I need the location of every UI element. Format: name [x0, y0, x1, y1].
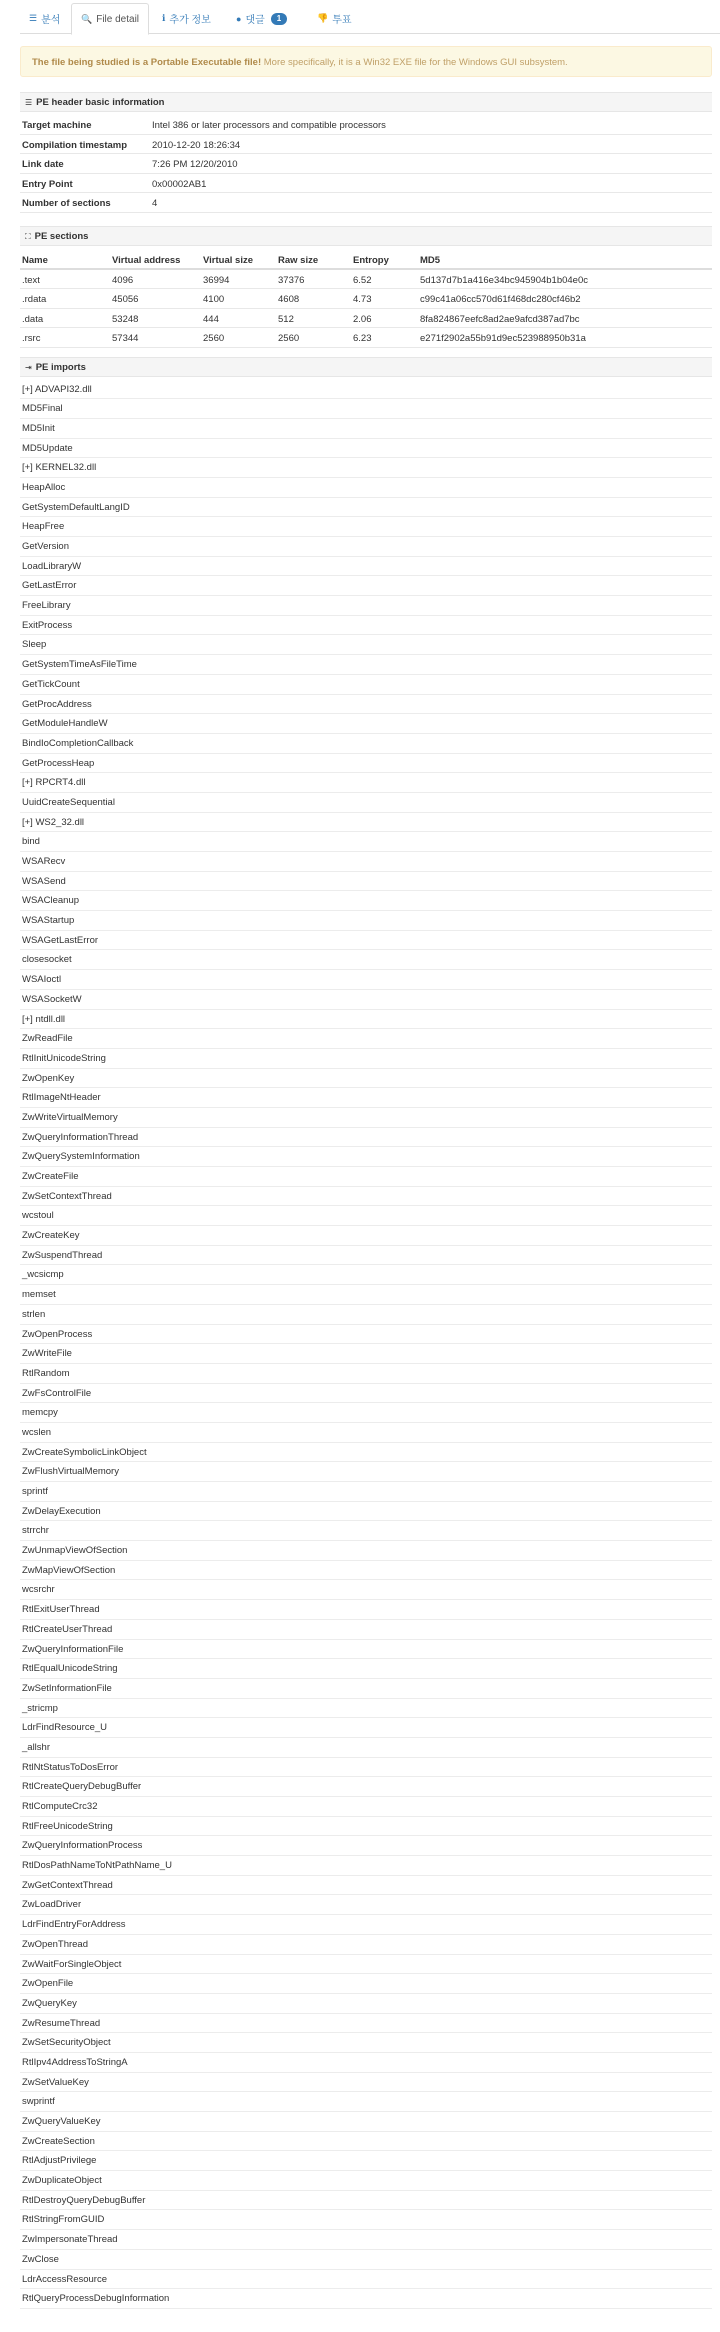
import-function: RtlStringFromGUID	[20, 2210, 712, 2230]
info-key: Number of sections	[22, 198, 111, 209]
import-function: ZwClose	[20, 2250, 712, 2270]
import-function: LdrFindResource_U	[20, 1718, 712, 1738]
list-icon: ☰	[25, 98, 33, 107]
import-function: MD5Final	[20, 399, 712, 419]
pe-imports-list	[20, 380, 712, 2309]
table-cell: c99c41a06cc570d61f468dc280cf46b2	[420, 294, 581, 306]
import-function: ZwWaitForSingleObject	[20, 1955, 712, 1975]
table-cell: 4608	[278, 294, 300, 306]
import-function: wcslen	[20, 1423, 712, 1443]
import-function: _wcsicmp	[20, 1265, 712, 1285]
alert-text: More specifically, it is a Win32 EXE file for the Windows GUI subsystem.	[261, 57, 568, 68]
import-function: ZwGetContextThread	[20, 1876, 712, 1896]
import-function: closesocket	[20, 950, 712, 970]
column-header: Virtual address	[112, 255, 181, 266]
table-cell: 5d137d7b1a416e34bc945904b1b04e0c	[420, 274, 589, 286]
import-function: strrchr	[20, 1521, 712, 1541]
table-cell: 37376	[278, 274, 305, 286]
import-function: RtlExitUserThread	[20, 1600, 712, 1620]
table-cell: 444	[203, 313, 219, 325]
pe-header-title-text: PE header basic information	[36, 97, 165, 108]
alert-strong-text: The file being studied is a Portable Executable file!	[32, 57, 262, 68]
import-dll-toggle[interactable]: [+] RPCRT4.dll	[20, 773, 712, 793]
import-dll-toggle[interactable]: [+] ntdll.dll	[20, 1010, 712, 1030]
table-row	[20, 309, 712, 329]
info-value: 2010-12-20 18:26:34	[152, 139, 241, 151]
import-function: ZwQueryValueKey	[20, 2112, 712, 2132]
pe-header-table	[20, 115, 712, 213]
import-function: ZwSetValueKey	[20, 2073, 712, 2093]
import-function: ZwFlushVirtualMemory	[20, 1462, 712, 1482]
tab-additional-info-label: 추가 정보	[169, 15, 211, 26]
import-function: LdrFindEntryForAddress	[20, 1915, 712, 1935]
pe-header-title	[20, 92, 712, 112]
import-function: ZwQueryInformationProcess	[20, 1836, 712, 1856]
import-function: WSAGetLastError	[20, 931, 712, 951]
table-row	[20, 289, 712, 309]
sign-in-icon: ⇥	[25, 363, 32, 372]
import-function: GetSystemTimeAsFileTime	[20, 655, 712, 675]
import-dll-toggle[interactable]: [+] ADVAPI32.dll	[20, 380, 712, 400]
import-function: GetModuleHandleW	[20, 714, 712, 734]
table-cell: .rsrc	[22, 333, 41, 345]
tab-file-detail[interactable]	[71, 3, 149, 35]
table-cell: 6.23	[353, 333, 372, 345]
import-function: ZwSetContextThread	[20, 1187, 712, 1207]
import-function: RtlFreeUnicodeString	[20, 1817, 712, 1837]
import-function: memset	[20, 1285, 712, 1305]
import-function: ZwQueryKey	[20, 1994, 712, 2014]
table-cell: 2.06	[353, 313, 372, 325]
import-function: RtlCreateQueryDebugBuffer	[20, 1777, 712, 1797]
tab-analysis-label: 분석	[41, 15, 61, 26]
import-function: GetProcessHeap	[20, 754, 712, 774]
import-function: WSACleanup	[20, 891, 712, 911]
import-function: GetTickCount	[20, 675, 712, 695]
table-cell: 4100	[203, 294, 225, 306]
import-function: _allshr	[20, 1738, 712, 1758]
import-function: sprintf	[20, 1482, 712, 1502]
import-function: ZwOpenFile	[20, 1974, 712, 1994]
comment-icon: ●	[236, 13, 242, 24]
info-row	[20, 115, 712, 135]
table-cell: e271f2902a55b91d9ec523988950b31a	[420, 333, 586, 345]
info-value: 4	[152, 198, 158, 209]
table-cell: .data	[22, 313, 44, 325]
table-row	[20, 270, 712, 290]
import-function: WSASocketW	[20, 990, 712, 1010]
import-function: ZwResumeThread	[20, 2014, 712, 2034]
table-row	[20, 328, 712, 348]
pe-imports-title-text: PE imports	[35, 362, 86, 373]
import-function: ZwCreateSection	[20, 2132, 712, 2152]
import-function: ZwCreateSymbolicLinkObject	[20, 1443, 712, 1463]
table-cell: 36994	[203, 274, 230, 286]
import-function: ZwWriteVirtualMemory	[20, 1108, 712, 1128]
import-function: ZwLoadDriver	[20, 1895, 712, 1915]
import-function: LoadLibraryW	[20, 557, 712, 577]
info-row	[20, 135, 712, 155]
tab-comments[interactable]	[227, 3, 296, 34]
import-function: ZwCreateFile	[20, 1167, 712, 1187]
import-function: ZwQueryInformationFile	[20, 1640, 712, 1660]
table-cell: 57344	[112, 333, 139, 345]
table-cell: .text	[22, 274, 40, 286]
table-cell: 6.52	[353, 274, 372, 286]
import-function: RtlQueryProcessDebugInformation	[20, 2289, 712, 2309]
info-key: Link date	[22, 159, 64, 170]
table-cell: 512	[278, 313, 294, 325]
info-key: Target machine	[22, 120, 92, 131]
info-row	[20, 174, 712, 194]
import-function: ZwCreateKey	[20, 1226, 712, 1246]
table-cell: 2560	[278, 333, 300, 345]
import-function: ZwMapViewOfSection	[20, 1561, 712, 1581]
import-function: RtlIpv4AddressToStringA	[20, 2053, 712, 2073]
import-function: Sleep	[20, 635, 712, 655]
tab-comments-label: 댓글	[245, 15, 265, 26]
import-function: ZwDelayExecution	[20, 1502, 712, 1522]
column-header: Entropy	[353, 255, 389, 266]
import-function: HeapFree	[20, 517, 712, 537]
import-function: ZwUnmapViewOfSection	[20, 1541, 712, 1561]
import-function: RtlNtStatusToDosError	[20, 1758, 712, 1778]
import-function: MD5Init	[20, 419, 712, 439]
import-function: ZwReadFile	[20, 1029, 712, 1049]
import-function: RtlImageNtHeader	[20, 1088, 712, 1108]
import-function: WSAStartup	[20, 911, 712, 931]
import-function: ZwImpersonateThread	[20, 2230, 712, 2250]
column-header: Virtual size	[203, 255, 253, 266]
import-function: RtlInitUnicodeString	[20, 1049, 712, 1069]
info-value: Intel 386 or later processors and compatible processors	[152, 120, 386, 131]
import-function: ZwOpenKey	[20, 1069, 712, 1089]
import-function: wcsrchr	[20, 1580, 712, 1600]
import-function: HeapAlloc	[20, 478, 712, 498]
import-function: _stricmp	[20, 1699, 712, 1719]
pe-imports-title	[20, 357, 712, 377]
import-function: ZwSetInformationFile	[20, 1679, 712, 1699]
import-function: GetVersion	[20, 537, 712, 557]
import-function: ZwFsControlFile	[20, 1384, 712, 1404]
import-function: GetSystemDefaultLangID	[20, 498, 712, 518]
search-icon: 🔍	[81, 13, 93, 24]
import-function: RtlDestroyQueryDebugBuffer	[20, 2191, 712, 2211]
import-function: FreeLibrary	[20, 596, 712, 616]
column-header: MD5	[420, 255, 441, 266]
import-function: ZwSuspendThread	[20, 1246, 712, 1266]
import-function: RtlDosPathNameToNtPathName_U	[20, 1856, 712, 1876]
info-icon: ℹ	[162, 13, 166, 23]
import-function: MD5Update	[20, 439, 712, 459]
info-row	[20, 154, 712, 174]
table-cell: 4.73	[353, 294, 372, 306]
import-function: ZwSetSecurityObject	[20, 2033, 712, 2053]
import-function: GetProcAddress	[20, 695, 712, 715]
table-cell: 8fa824867eefc8ad2ae9afcd387ad7bc	[420, 313, 580, 325]
import-function: ZwOpenProcess	[20, 1325, 712, 1345]
table-header-row	[20, 250, 712, 270]
table-cell: .rdata	[22, 294, 47, 306]
import-function: ZwWriteFile	[20, 1344, 712, 1364]
import-function: UuidCreateSequential	[20, 793, 712, 813]
table-cell: 2560	[203, 333, 225, 345]
import-function: BindIoCompletionCallback	[20, 734, 712, 754]
vote-icon: 👎	[317, 13, 329, 23]
column-header: Raw size	[278, 255, 319, 266]
import-function: RtlComputeCrc32	[20, 1797, 712, 1817]
table-cell: 4096	[112, 274, 134, 286]
tab-bar	[20, 0, 720, 34]
import-function: ExitProcess	[20, 616, 712, 636]
column-header: Name	[22, 255, 48, 266]
import-function: strlen	[20, 1305, 712, 1325]
import-function: swprintf	[20, 2092, 712, 2112]
import-dll-toggle[interactable]: [+] WS2_32.dll	[20, 813, 712, 833]
info-key: Compilation timestamp	[22, 139, 128, 151]
import-function: memcpy	[20, 1403, 712, 1423]
import-function: RtlAdjustPrivilege	[20, 2151, 712, 2171]
sitemap-icon: ⛶	[25, 232, 31, 241]
info-value: 0x00002AB1	[152, 178, 207, 190]
import-function: WSAIoctl	[20, 970, 712, 990]
import-function: bind	[20, 832, 712, 852]
import-dll-toggle[interactable]: [+] KERNEL32.dll	[20, 458, 712, 478]
tab-additional-info[interactable]	[153, 3, 220, 34]
import-function: WSARecv	[20, 852, 712, 872]
comment-count-badge: 1	[271, 13, 287, 25]
import-function: RtlEqualUnicodeString	[20, 1659, 712, 1679]
import-function: LdrAccessResource	[20, 2270, 712, 2290]
import-function: ZwQuerySystemInformation	[20, 1147, 712, 1167]
import-function: ZwDuplicateObject	[20, 2171, 712, 2191]
import-function: ZwOpenThread	[20, 1935, 712, 1955]
tab-votes[interactable]	[308, 3, 361, 34]
tab-file-detail-label: File detail	[96, 13, 140, 25]
table-cell: 45056	[112, 294, 139, 306]
pe-sections-title-text: PE sections	[34, 231, 89, 242]
import-function: ZwQueryInformationThread	[20, 1128, 712, 1148]
info-value: 7:26 PM 12/20/2010	[152, 159, 238, 170]
tab-votes-label: 투표	[332, 15, 352, 26]
pe-sections-table	[20, 250, 712, 348]
tab-analysis[interactable]	[20, 3, 69, 34]
import-function: RtlRandom	[20, 1364, 712, 1384]
import-function: GetLastError	[20, 576, 712, 596]
import-function: WSASend	[20, 872, 712, 892]
pe-sections-title	[20, 226, 712, 246]
info-row	[20, 193, 712, 213]
list-icon: ☰	[29, 13, 38, 23]
import-function: wcstoul	[20, 1206, 712, 1226]
pe-file-alert	[20, 46, 712, 77]
table-cell: 53248	[112, 313, 139, 325]
import-function: RtlCreateUserThread	[20, 1620, 712, 1640]
info-key: Entry Point	[22, 178, 73, 190]
